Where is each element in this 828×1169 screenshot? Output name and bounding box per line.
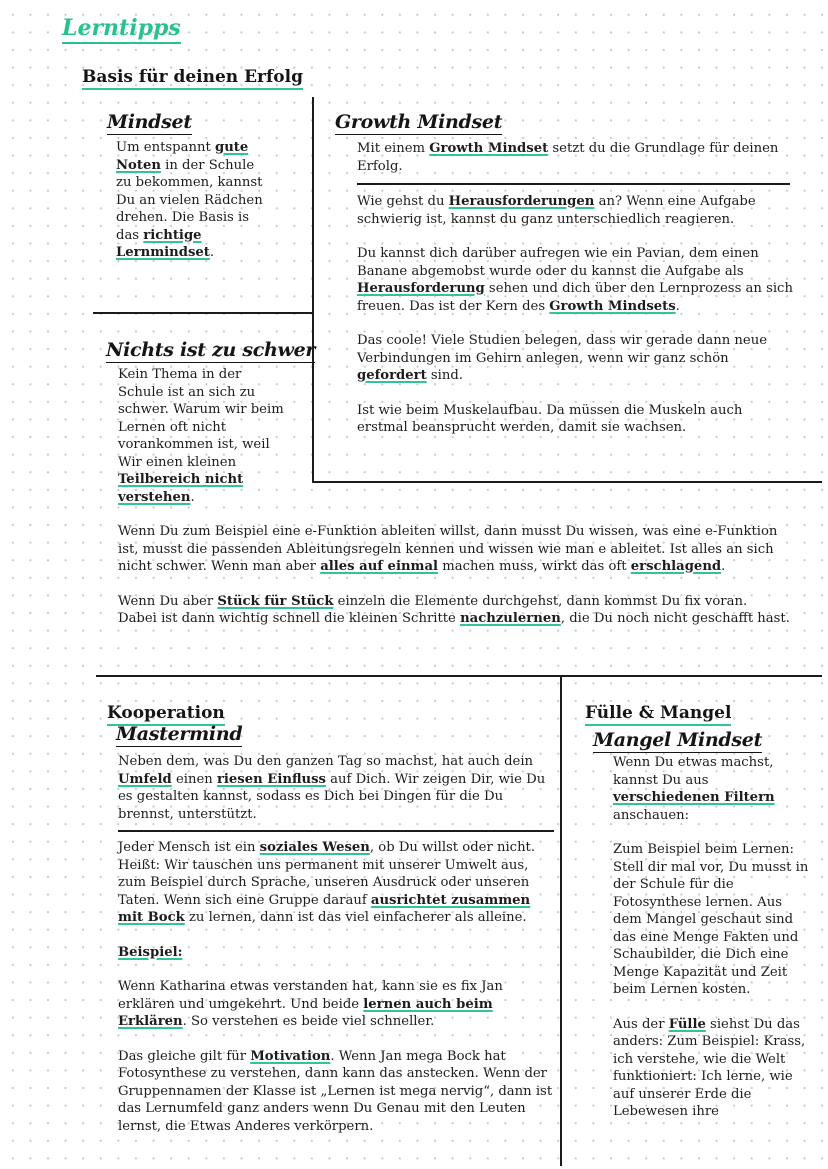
text-run: Kein Thema in der Schule ist an sich zu schwer. Warum wir beim Lernen oft nicht vorankommen ist, weil Wir einen kleinen [118, 367, 284, 470]
emphasis-text: Umfeld [118, 771, 172, 787]
growth-heading: Growth Mindset [335, 111, 503, 133]
text-run: Zum Beispiel beim Lernen: Stell dir mal vor, Du musst in der Schule für die Fotosynthese lernen. Aus dem Mangel geschaut sind das eine Menge Fakten und Schaubilder, die Dich eine Menge Kapazität und Zeit beim Lernen kosten. [613, 842, 809, 997]
emphasis-text: gefordert [357, 368, 427, 383]
paragraph [118, 944, 558, 962]
paragraph [118, 593, 790, 628]
mindset-text [116, 139, 264, 262]
text-run: machen muss, wirkt das oft [438, 559, 631, 574]
text-run: in der Schule zu bekommen, kannst Du an vielen Rädchen drehen. Die Basis is das [116, 157, 263, 243]
text-run: siehst Du das anders: Zum Beispiel: Krass, ich verstehe, wie die Welt funktioniert: Ich lerne, wie auf unserer Erde die Lebewesen ihre [613, 1016, 806, 1119]
page-title: Lerntipps [62, 15, 181, 44]
mastermind-heading: Mastermind [116, 723, 243, 745]
emphasis-text: verschiedenen Filtern [613, 790, 775, 805]
text-run: Jeder Mensch ist ein [118, 840, 260, 855]
text-run: Wenn Du etwas machst, kannst Du aus [613, 755, 774, 788]
schwer-heading: Nichts ist zu schwer [106, 339, 316, 361]
paragraph [118, 839, 558, 927]
text-run: . So verstehen es beide viel schneller. [182, 1014, 435, 1029]
text-run: Wie gehst du [357, 194, 449, 209]
text-run: Aus der [613, 1016, 669, 1032]
text-run: . [190, 489, 195, 505]
emphasis-text: riesen Einfluss [216, 771, 326, 787]
emphasis-text: nachzulernen [460, 611, 561, 626]
divider-growth-intro [357, 183, 790, 185]
emphasis-text: Beispiel: [118, 944, 183, 960]
text-run: einzeln die Elemente durchgehst, dann kommst Du fix voran. Dabei ist dann wichtig schnell die kleinen Schritte [118, 593, 748, 626]
emphasis-text: Fülle [668, 1016, 706, 1032]
text-run: Wenn Katharina etwas verstanden hat, kann sie es fix Jan erklären und umgekehrt. Und beide [118, 979, 503, 1012]
paragraph [118, 523, 790, 576]
emphasis-text: Herausforderungen [448, 194, 595, 209]
emphasis-text: Teilbereich nicht verstehen [118, 472, 244, 505]
divider-left-mid [93, 312, 313, 314]
paragraph [613, 841, 813, 999]
text-run: Wenn Du zum Beispiel eine e-Funktion ableiten willst, dann musst Du wissen, was eine e-Funktion ist, musst die passenden Ableitungsregeln kennen und wissen wie man e ableitet. Ist alles an sich nicht schwer. Wenn man aber [118, 524, 778, 574]
text-run: Neben dem, was Du den ganzen Tag so machst, hat auch dein [118, 754, 534, 769]
kooperation-heading: Kooperation [107, 703, 225, 726]
text-run: Das coole! Viele Studien belegen, dass wir gerade dann neue Verbindungen im Gehirn anlegen, wenn wir ganz schön [357, 333, 768, 366]
text-run: Ist wie beim Muskelaufbau. Da müssen die Muskeln auch erstmal beansprucht werden, damit sie wachsen. [357, 402, 743, 435]
basis-heading: Basis für deinen Erfolg [82, 67, 303, 90]
paragraph [357, 245, 794, 315]
text-run: . Wenn Jan mega Bock hat Fotosynthese zu verstehen, dann kann das anstecken. Wenn der Gruppennamen der Klasse ist „Lernen ist mega nervig“, dann ist das Lernumfeld ganz anders wenn Du Genau mit den Leuten lernst, die Etwas Anderes verkörpern. [118, 1048, 553, 1134]
text-run: . [721, 559, 726, 574]
text-run: anschauen: [613, 807, 690, 823]
paragraph [613, 1016, 813, 1121]
emphasis-text: Motivation [250, 1048, 331, 1064]
emphasis-text: alles auf einmal [320, 559, 439, 574]
text-run: sind. [426, 368, 463, 383]
text-run: an? Wenn eine Aufgabe schwierig ist, kannst du ganz unterschiedlich reagieren. [357, 194, 756, 227]
mindset-heading: Mindset [107, 111, 192, 133]
text-run: Mit einem [357, 141, 430, 156]
text-run: Um entspannt [116, 140, 215, 155]
divider-section [96, 675, 822, 677]
divider-vertical-top [312, 97, 314, 482]
text-run: . [209, 245, 215, 260]
text-run: Du kannst dich darüber aufregen wie ein Pavian, dem einen Banane abgemobst wurde oder du kannst die Aufgabe als [357, 246, 759, 279]
text-run: Wenn Du aber [118, 593, 218, 609]
divider-vertical-bottom [560, 676, 562, 1166]
emphasis-text: erschlagend [630, 559, 722, 574]
efunktion-body [118, 523, 790, 645]
paragraph [613, 754, 813, 824]
text-run: sehen und dich über den Lernprozess an sich freuen. Das ist der Kern des [357, 281, 793, 314]
paragraph [118, 978, 558, 1031]
paragraph [118, 1048, 558, 1136]
divider-growth-bottom [312, 481, 822, 483]
kooperation-body [118, 839, 558, 1152]
text-run: setzt du die Grundlage für deinen Erfolg. [357, 141, 779, 174]
text-run: auf Dich. Wir zeigen Dir, wie Du es gestalten kannst, sodass es Dich bei Dingen für die Du brennst, unterstützt. [118, 771, 546, 822]
text-run: Das gleiche gilt für [118, 1048, 251, 1064]
fuelle-body [613, 754, 813, 1138]
divider-kooperation-intro [118, 830, 554, 832]
paragraph [357, 332, 794, 385]
growth-body [357, 193, 794, 454]
emphasis-text: lernen auch beim Erklären [118, 996, 493, 1029]
kooperation-intro [118, 753, 558, 823]
emphasis-text: soziales Wesen [259, 840, 370, 855]
emphasis-text: gute Noten [116, 140, 249, 173]
text-run: , ob Du willst oder nicht. Heißt: Wir tauschen uns permanent mit unserer Umwelt aus, zum Beispiel durch Sprache, unseren Ausdruck oder unseren Taten. Wenn sich eine Gruppe darauf [118, 840, 536, 908]
schwer-text [118, 366, 284, 506]
emphasis-text: ausrichtet zusammen mit Bock [118, 892, 531, 925]
paragraph [357, 402, 794, 437]
emphasis-text: Herausforderung [357, 281, 485, 296]
text-run: einen [171, 771, 217, 787]
emphasis-text: Growth Mindsets [549, 298, 676, 314]
fuelle-heading: Fülle & Mangel [585, 703, 731, 726]
emphasis-text: Stück für Stück [217, 593, 334, 609]
text-run: zu lernen, dann ist das viel einfacherer als alleine. [184, 910, 527, 925]
text-run: . [675, 298, 680, 314]
emphasis-text: richtige Lernmindset [116, 227, 210, 260]
emphasis-text: Growth Mindset [429, 141, 549, 156]
paragraph [357, 193, 794, 228]
growth-intro [357, 140, 787, 175]
text-run: , die Du noch nicht geschafft hast. [560, 611, 790, 626]
mangel-heading: Mangel Mindset [593, 729, 763, 751]
